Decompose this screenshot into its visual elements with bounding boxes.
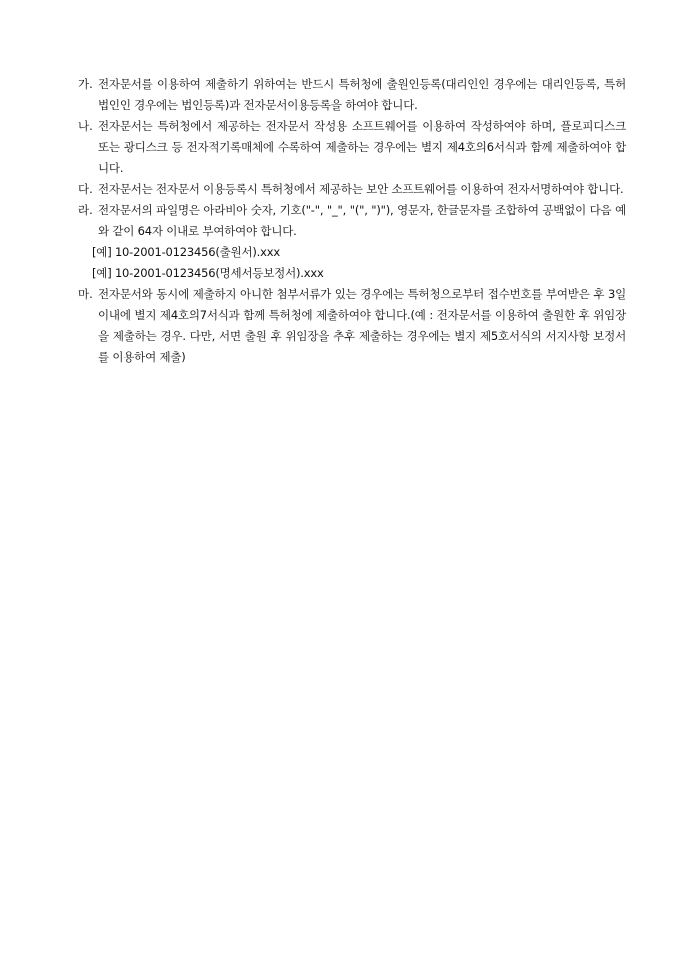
document-body [78, 74, 626, 368]
list-item-da [78, 179, 626, 200]
list-item-ra [78, 200, 626, 242]
list-item-text: 전자문서의 파일명은 아라비아 숫자, 기호("-", "_", "(", ")"), 영문자, 한글문자를 조합하여 공백없이 다음 예와 같이 64자 이내로 부여하여야 합니다. [98, 203, 626, 238]
filename-example: [예] 10-2001-0123456(출원서).xxx [92, 245, 280, 259]
list-marker: 다. [78, 182, 93, 196]
list-marker: 마. [78, 287, 93, 301]
filename-example: [예] 10-2001-0123456(명세서등보정서).xxx [92, 266, 324, 280]
list-marker: 나. [78, 119, 93, 133]
list-marker: 가. [78, 77, 93, 91]
list-item-text: 전자문서는 전자문서 이용등록시 특허청에서 제공하는 보안 소프트웨어를 이용하여 전자서명하여야 합니다. [98, 182, 624, 196]
list-item-na [78, 116, 626, 179]
list-item-text: 전자문서를 이용하여 제출하기 위하여는 반드시 특허청에 출원인등록(대리인인 경우에는 대리인등록, 특허법인인 경우에는 법인등록)과 전자문서이용등록을 하여야 합니다. [98, 77, 626, 112]
list-item-text: 전자문서는 특허청에서 제공하는 전자문서 작성용 소프트웨어를 이용하여 작성하여야 하며, 플로피디스크 또는 광디스크 등 전자적기록매체에 수록하여 제출하는 경우에는 별지 제4호의6서식과 함께 제출하여야 합니다. [98, 119, 626, 175]
list-item-ma [78, 284, 626, 368]
list-marker: 라. [78, 203, 93, 217]
list-item-text: 전자문서와 동시에 제출하지 아니한 첨부서류가 있는 경우에는 특허청으로부터 접수번호를 부여받은 후 3일 이내에 별지 제4호의7서식과 함께 특허청에 제출하여야 합니다.(예 : 전자문서를 이용하여 출원한 후 위임장을 제출하는 경우. 다만, 서면 출원 후 위임장을 추후 제출하는 경우에는 별지 제5호서식의 서지사항 보정서를 이용하여 제출) [98, 287, 626, 364]
list-item-ga [78, 74, 626, 116]
